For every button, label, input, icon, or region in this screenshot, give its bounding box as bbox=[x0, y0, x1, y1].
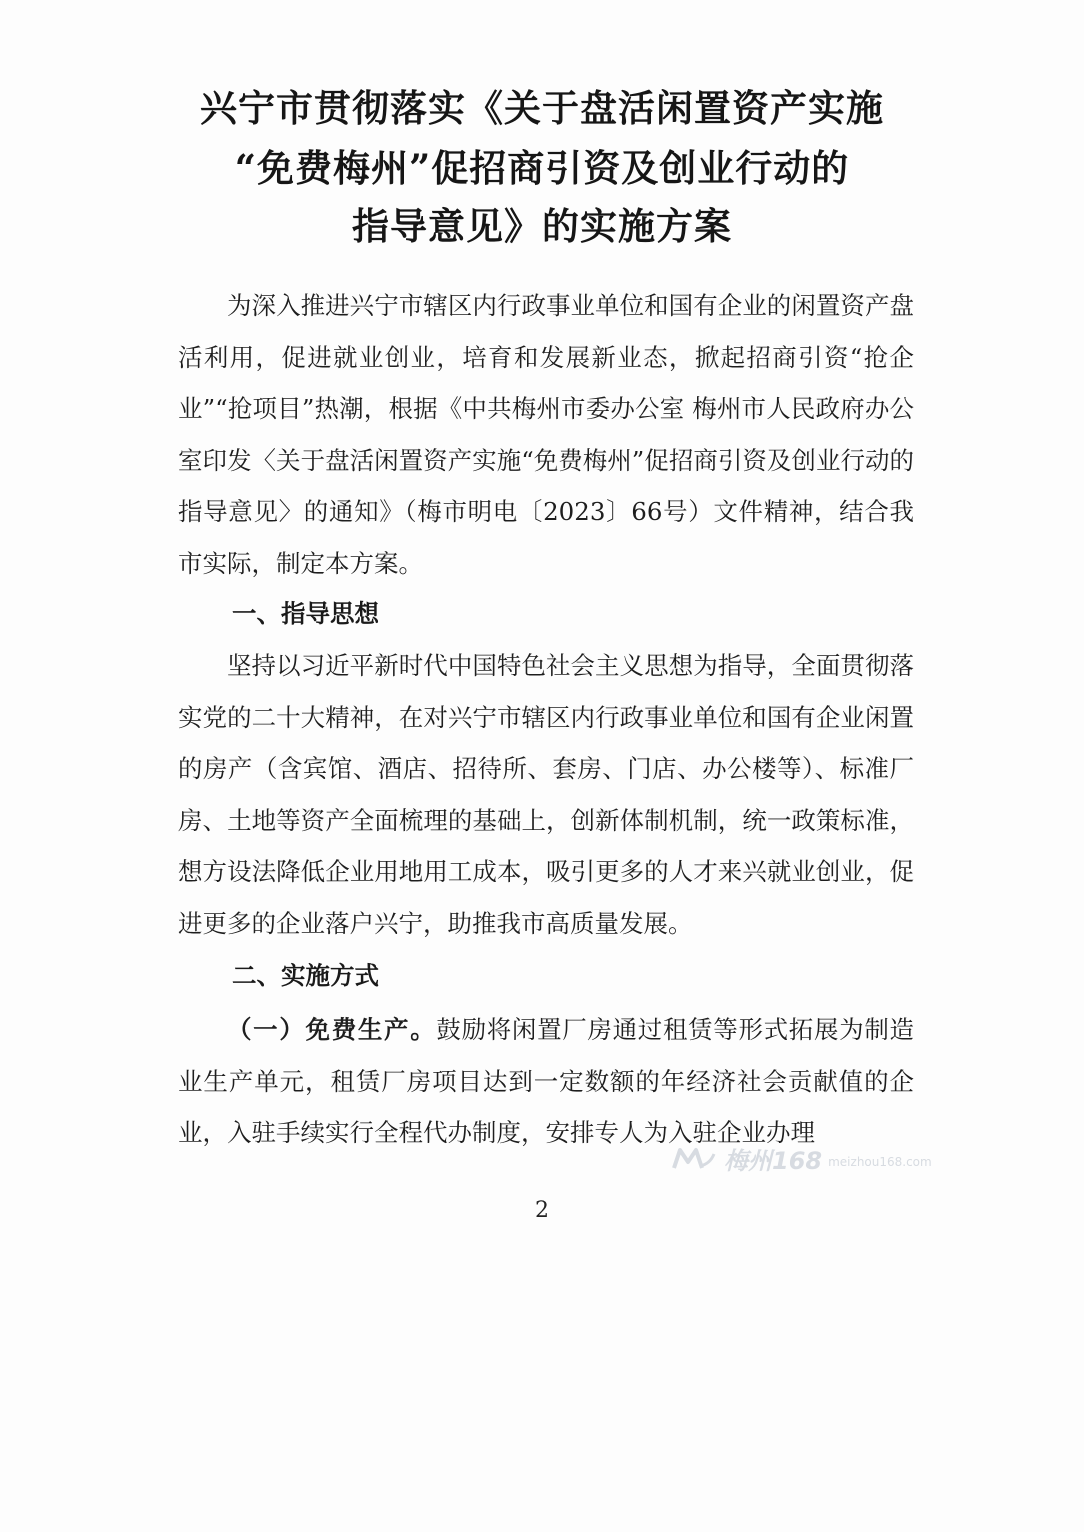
title-line-1: 兴宁市贯彻落实《关于盘活闲置资产实施 bbox=[200, 86, 884, 130]
title-line-3: 指导意见》的实施方案 bbox=[352, 204, 732, 248]
watermark-logo-icon bbox=[670, 1146, 718, 1172]
intro-paragraph: 为深入推进兴宁市辖区内行政事业单位和国有企业的闲置资产盘活利用，促进就业创业，培育和发展新业态，掀起招商引资“抢企业”“抢项目”热潮，根据《中共梅州市委办公室 梅州市人民政府办公室印发〈关于盘活闲置资产实施“免费梅州”促招商引资及创业行动的指导意见〉的通知》（梅市明电〔2023〕66号）文件精神，结合我市实际，制定本方案。 bbox=[178, 291, 914, 578]
section-heading-guiding-thought: 一、指导思想 bbox=[232, 599, 379, 628]
watermark-url: meizhou168.com bbox=[828, 1154, 932, 1169]
page-number: 2 bbox=[535, 1198, 549, 1223]
free-production-paragraph bbox=[178, 1004, 914, 1159]
watermark-text: 梅州168 bbox=[724, 1147, 823, 1175]
free-production-lead: （一）免费生产。 bbox=[227, 1015, 437, 1044]
free-production-body: 鼓励将闲置厂房通过租赁等形式拓展为制造业生产单元，租赁厂房项目达到一定数额的年经济社会贡献值的企业，入驻手续实行全程代办制度，安排专人为入驻企业办理 bbox=[178, 1015, 915, 1148]
section-heading-implementation: 二、实施方式 bbox=[232, 961, 379, 990]
guiding-thought-paragraph: 坚持以习近平新时代中国特色社会主义思想为指导，全面贯彻落实党的二十大精神，在对兴宁市辖区内行政事业单位和国有企业闲置的房产（含宾馆、酒店、招待所、套房、门店、办公楼等）、标准厂房、土地等资产全面梳理的基础上，创新体制机制，统一政策标准，想方设法降低企业用地用工成本，吸引更多的人才来兴就业创业，促进更多的企业落户兴宁，助推我市高质量发展。 bbox=[178, 651, 914, 938]
title-line-2: “免费梅州”促招商引资及创业行动的 bbox=[234, 146, 850, 190]
watermark bbox=[670, 1141, 932, 1176]
